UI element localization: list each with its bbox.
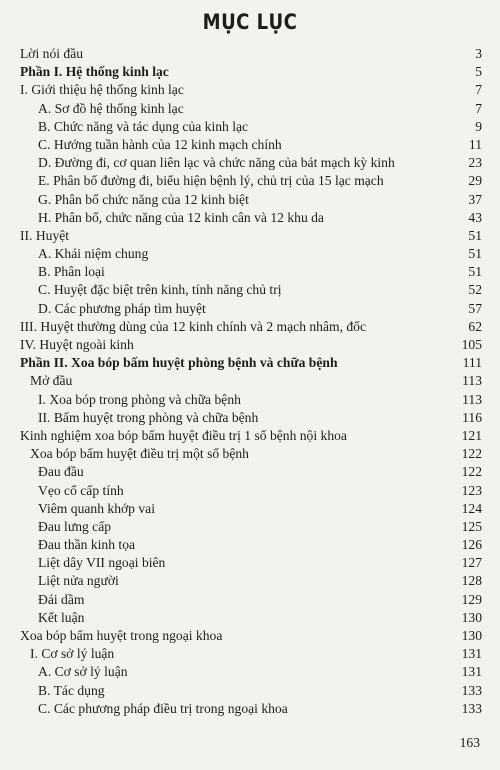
toc-entry-title: Xoa bóp bấm huyệt điều trị một số bệnh (30, 446, 249, 462)
toc-entry-page: 125 (461, 518, 482, 534)
toc-entry-page: 133 (461, 682, 482, 698)
toc-entry-page: 37 (468, 191, 482, 207)
toc-entry-page: 111 (462, 355, 482, 371)
toc-entry (0, 63, 500, 81)
toc-entry-page: 123 (461, 482, 482, 498)
toc-entry-page: 122 (461, 464, 482, 480)
toc-entry (0, 518, 500, 536)
toc-entry-title: G. Phân bố chức năng của 12 kinh biệt (38, 191, 249, 207)
toc-entry-page: 129 (461, 591, 482, 607)
toc-entry-title: Kết luận (38, 609, 85, 625)
toc-entry (0, 591, 500, 609)
table-of-contents (0, 45, 500, 718)
toc-entry (0, 409, 500, 427)
toc-entry-page: 62 (468, 318, 482, 334)
toc-entry (0, 172, 500, 190)
toc-entry-title: Đau lưng cấp (38, 518, 112, 534)
toc-entry (0, 427, 500, 445)
toc-entry-title: C. Hướng tuần hành của 12 kinh mạch chính (38, 136, 282, 152)
toc-entry-page: 7 (475, 82, 482, 98)
toc-entry (0, 536, 500, 554)
toc-entry-page: 113 (462, 373, 482, 389)
page-title: MỤC LỤC (202, 10, 298, 34)
toc-entry-title: II. Huyệt (20, 227, 70, 243)
toc-entry-title: Liệt dây VII ngoại biên (38, 555, 166, 571)
toc-entry (0, 445, 500, 463)
toc-entry-page: 131 (461, 646, 482, 662)
toc-entry (0, 227, 500, 245)
toc-entry-page: 133 (461, 700, 482, 716)
toc-entry-title: B. Chức năng và tác dụng của kinh lạc (38, 118, 249, 134)
toc-entry-title: Xoa bóp bấm huyệt trong ngoại khoa (20, 628, 223, 643)
toc-entry-title: E. Phân bố đường đi, biểu hiện bệnh lý, chủ trị của 15 lạc mạch (38, 173, 384, 189)
toc-entry-title: I. Giới thiệu hệ thống kinh lạc (20, 82, 184, 98)
toc-entry-page: 130 (461, 609, 482, 625)
toc-entry-title: H. Phân bố, chức năng của 12 kinh cân và 12 khu da (38, 209, 324, 225)
toc-entry-page: 113 (462, 391, 482, 407)
toc-entry (0, 281, 500, 299)
toc-entry (0, 191, 500, 209)
toc-entry-page: 57 (468, 300, 482, 316)
toc-entry (0, 45, 500, 63)
toc-entry-title: Mở đầu (30, 373, 73, 389)
toc-entry-page: 9 (475, 118, 482, 134)
toc-entry-page: 51 (468, 264, 482, 280)
toc-entry (0, 81, 500, 99)
toc-entry-title: C. Huyệt đặc biệt trên kinh, tính năng chủ trị (38, 282, 282, 298)
toc-entry-title: Viêm quanh khớp vai (38, 500, 155, 516)
toc-entry (0, 700, 500, 718)
toc-entry (0, 609, 500, 627)
toc-entry (0, 154, 500, 172)
toc-entry-page: 131 (461, 664, 482, 680)
toc-entry-title: A. Khái niệm chung (38, 246, 149, 262)
toc-entry-title: Lời nói đầu (20, 46, 84, 61)
toc-entry-title: Đau đầu (38, 464, 84, 480)
toc-entry-page: 124 (461, 500, 482, 516)
toc-entry (0, 245, 500, 263)
toc-entry (0, 554, 500, 572)
toc-entry (0, 391, 500, 409)
toc-entry-page: 116 (462, 409, 482, 425)
toc-entry (0, 463, 500, 481)
toc-entry-title: IV. Huyệt ngoài kinh (20, 337, 134, 352)
toc-entry-title: C. Các phương pháp điều trị trong ngoại khoa (38, 700, 288, 716)
toc-entry (0, 572, 500, 590)
toc-entry-title: III. Huyệt thường dùng của 12 kinh chính và 2 mạch nhâm, đốc (20, 318, 367, 334)
toc-entry-page: 51 (468, 246, 482, 262)
toc-entry (0, 500, 500, 518)
toc-entry-page: 7 (475, 100, 482, 116)
toc-entry-title: D. Các phương pháp tìm huyệt (38, 300, 206, 316)
toc-entry (0, 372, 500, 390)
toc-entry (0, 100, 500, 118)
toc-entry-title: I. Xoa bóp trong phòng và chữa bệnh (38, 391, 241, 407)
toc-entry (0, 209, 500, 227)
toc-entry-title: B. Tác dụng (38, 682, 105, 698)
toc-entry (0, 300, 500, 318)
toc-entry-page: 23 (468, 155, 482, 171)
toc-entry-title: D. Đường đi, cơ quan liên lạc và chức năng của bát mạch kỳ kinh (38, 155, 395, 171)
toc-entry (0, 645, 500, 663)
toc-entry (0, 336, 500, 354)
toc-entry-title: Kinh nghiệm xoa bóp bấm huyệt điều trị 1 số bệnh nội khoa (20, 427, 347, 443)
toc-entry-page: 11 (468, 136, 482, 152)
toc-entry-page: 5 (475, 64, 482, 80)
toc-entry-page: 43 (468, 209, 482, 225)
toc-entry-title: I. Cơ sở lý luận (30, 646, 115, 662)
toc-entry (0, 682, 500, 700)
toc-entry-page: 128 (461, 573, 482, 589)
toc-entry-title: B. Phân loại (38, 264, 105, 280)
toc-entry (0, 263, 500, 281)
toc-entry-title: Phần I. Hệ thống kinh lạc (20, 64, 169, 80)
toc-entry-title: A. Sơ đồ hệ thống kinh lạc (38, 100, 184, 116)
toc-entry-title: Đau thần kinh tọa (38, 537, 136, 553)
toc-entry-page: 130 (461, 628, 482, 643)
toc-entry-title: Vẹo cổ cấp tính (38, 482, 124, 498)
toc-entry-page: 3 (475, 46, 482, 61)
toc-entry (0, 118, 500, 136)
toc-entry (0, 663, 500, 681)
toc-entry-title: Phần II. Xoa bóp bấm huyệt phòng bệnh và chữa bệnh (20, 355, 338, 371)
toc-entry-page: 51 (468, 227, 482, 243)
toc-entry-page: 29 (468, 173, 482, 189)
toc-entry-page: 105 (461, 337, 482, 352)
toc-entry-page: 121 (461, 427, 482, 443)
toc-entry (0, 354, 500, 372)
toc-entry-title: Đái dầm (38, 591, 85, 607)
toc-entry-page: 127 (461, 555, 482, 571)
toc-entry-title: II. Bấm huyệt trong phòng và chữa bệnh (38, 409, 259, 425)
toc-entry (0, 482, 500, 500)
page-number: 163 (459, 735, 480, 750)
toc-entry-title: Liệt nửa người (38, 573, 119, 589)
toc-entry-page: 126 (461, 537, 482, 553)
toc-entry-page: 122 (461, 446, 482, 462)
toc-entry-page: 52 (468, 282, 482, 298)
toc-entry (0, 318, 500, 336)
toc-entry (0, 627, 500, 645)
toc-entry (0, 136, 500, 154)
toc-entry-title: A. Cơ sở lý luận (38, 664, 128, 680)
